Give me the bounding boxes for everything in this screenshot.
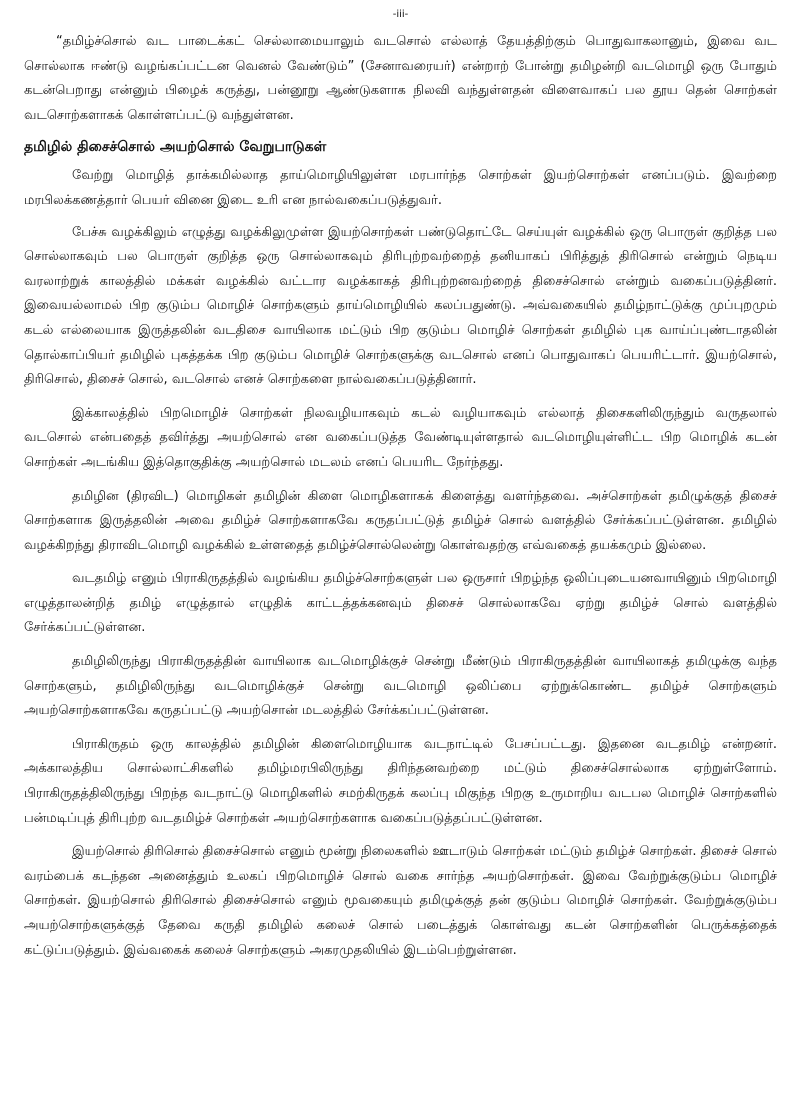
paragraph-3: பேச்சு வழக்கிலும் எழுத்து வழக்கிலுமுள்ள இயற்சொற்கள் பண்டுதொட்டே செய்யுள் வழக்கில் ஒரு பொருள் குறித்த பல சொல்லாகவும் பல பொருள் குறித்த ஒரு சொல்லாகவும் திரிபுற்றவற்றைத் தனியாகப் பிரித்துத் திரிசொல் என்றும் நெடிய வரலாற்றுக் காலத்தில் மக்கள் வழக்கில் வட்டார வழக்காகத் திரிபுற்றனவற்றைத் திசைச்சொல் என்றும் வகைப்படுத்தினர். இவையல்லாமல் பிற குடும்ப மொழிச் சொற்களும் தாய்மொழியில் கலப்பதுண்டு. அவ்வகையில் தமிழ்நாட்டுக்கு முப்புறமும் கடல் எல்லையாக இருத்தலின் வடதிசை வாயிலாக மட்டும் பிற குடும்ப மொழிச் சொற்கள் தமிழில் புக வாய்ப்புண்டாதலின் தொல்காப்பியர் தமிழில் புகத்தக்க பிற குடும்ப மொழிச் சொற்களுக்கு வடசொல் எனப் பொதுவாகப் பெயரிட்டார். இயற்சொல், திரிசொல், திசைச் சொல், வடசொல் எனச் சொற்களை நால்வகைப்படுத்தினார். — [24, 224, 777, 388]
paragraph-spacer — [24, 393, 777, 402]
paragraph-spacer — [24, 641, 777, 650]
paragraph-4: இக்காலத்தில் பிறமொழிச் சொற்கள் நிலவழியாகவும் கடல் வழியாகவும் எல்லாத் திசைகளிலிருந்தும் வருதலால் வடசொல் என்பதைத் தவிர்த்து அயற்சொல் என வகைப்படுத்த வேண்டியுள்ளதால் வடமொழியுள்ளிட்ட பிற மொழிக் கடன் சொற்கள் அடங்கிய இத்தொகுதிக்கு அயற்சொல் மடலம் எனப் பெயரிட நேர்ந்தது. — [24, 405, 777, 470]
paragraph-5: தமிழின (திரவிட) மொழிகள் தமிழின் கிளை மொழிகளாகக் கிளைத்து வளர்ந்தவை. அச்சொற்கள் தமிழுக்குத் திசைச் சொற்களாக இருத்தலின் அவை தமிழ்ச் சொற்களாகவே கருதப்பட்டுத் தமிழ்ச் சொல் வளத்தில் சேர்க்கப்பட்டுள்ளன. தமிழில் வழக்கிறந்து திராவிடமொழி வழக்கில் உள்ளதைத் தமிழ்ச்சொல்லென்று கொள்வதற்கு எவ்வகைத் தயக்கமும் இல்லை. — [24, 488, 777, 553]
paragraph-spacer — [24, 724, 777, 733]
paragraph-8: பிராகிருதம் ஒரு காலத்தில் தமிழின் கிளைமொழியாக வடநாட்டில் பேசப்பட்டது. இதனை வடதமிழ் என்றனர். அக்காலத்திய சொல்லாட்சிகளில் தமிழ்மரபிலிருந்து திரிந்தனவற்றை மட்டும் திசைச்சொல்லாக ஏற்றுள்ளோம். பிராகிருதத்திலிருந்து பிறந்த வடநாட்டு மொழிகளில் சமற்கிருதக் கலப்பு மிகுந்த பிறகு உருமாறிய வடபல மொழிச் சொற்களில் பன்மடிப்புத் திரிபுற்ற வடதமிழ்ச் சொற்கள் அயற்சொற்களாக வகைப்படுத்தப்பட்டுள்ளன. — [24, 736, 777, 826]
paragraph-7: தமிழிலிருந்து பிராகிருதத்தின் வாயிலாக வடமொழிக்குச் சென்று மீண்டும் பிராகிருதத்தின் வாயிலாகத் தமிழுக்கு வந்த சொற்களும், தமிழிலிருந்து வடமொழிக்குச் சென்று வடமொழி ஒலிப்பை ஏற்றுக்கொண்ட தமிழ்ச் சொற்களும் அயற்சொற்களாகவே கருதப்பட்டு அயற்சொன் மடலத்தில் சேர்க்கப்பட்டுள்ளன. — [24, 654, 777, 719]
paragraph-spacer — [24, 214, 777, 221]
section-heading: தமிழில் திசைச்சொல் அயற்சொல் வேறுபாடுகள் — [24, 139, 327, 156]
page-number: -iii- — [392, 9, 409, 20]
paragraph-9: இயற்சொல் திரிசொல் திசைச்சொல் எனும் மூன்று நிலைகளில் ஊடாடும் சொற்கள் மட்டும் தமிழ்ச் சொற்கள். திசைச் சொல் வரம்பைக் கடந்தன அனைத்தும் உலகப் பிறமொழிச் சொல் வகை சார்ந்த அயற்சொற்கள். இவை வேற்றுக்குடும்ப மொழிச் சொற்கள். இயற்சொல் திரிசொல் திசைச்சொல் எனும் மூவகையும் தமிழுக்குத் தன் குடும்ப மொழிச் சொற்கள். வேற்றுக்குடும்ப அயற்சொற்களுக்குத் தேவை கருதி தமிழில் கலைச் சொல் படைத்துக் கொள்வது கடன் சொற்களின் பெருக்கத்தைக் கட்டுப்படுத்தும். இவ்வகைக் கலைச் சொற்களும் அகரமுதலியில் இடம்பெற்றுள்ளன. — [24, 844, 777, 958]
paragraph-spacer — [24, 831, 777, 840]
paragraph-1: “தமிழ்ச்சொல் வட பாடைக்கட் செல்லாமையாலும் வடசொல் எல்லாத் தேயத்திற்கும் பொதுவாகலானும், இவை வட சொல்லாக ஈண்டு வழங்கப்பட்டன வெனல் வேண்டும்” (சேனாவரையர்) என்றாற் போன்று தமிழன்றி வடமொழி ஒரு போதும் கடன்பெறாது என்னும் பிழைக் கருத்து, பன்னூறு ஆண்டுகளாக நிலவி வந்துள்ளதன் விளைவாகப் பல தூய தென் சொற்கள் வடசொற்களாகக் கொள்ளப்பட்டு வந்துள்ளன. — [24, 34, 777, 123]
document-page — [24, 0, 777, 1100]
paragraph-2: வேற்று மொழித் தாக்கமில்லாத தாய்மொழியிலுள்ள மரபார்ந்த சொற்கள் இயற்சொற்கள் எனப்படும். இவற்றை மரபிலக்கணத்தார் பெயர் வினை இடை உரி என நால்வகைப்படுத்துவர். — [24, 168, 777, 208]
paragraph-spacer — [24, 476, 777, 485]
paragraph-6: வடதமிழ் எனும் பிராகிருதத்தில் வழங்கிய தமிழ்ச்சொற்களுள் பல ஒருசார் பிறழ்ந்த ஒலிப்புடையனவாயினும் பிறமொழி எழுத்தாலன்றித் தமிழ் எழுத்தால் எழுதிக் காட்டத்தக்கனவும் திசைச் சொல்லாகவே ஏற்று தமிழ்ச் சொல் வளத்தில் சேர்க்கப்பட்டுள்ளன. — [24, 571, 777, 636]
page-content — [24, 30, 777, 963]
paragraph-spacer — [24, 558, 777, 567]
